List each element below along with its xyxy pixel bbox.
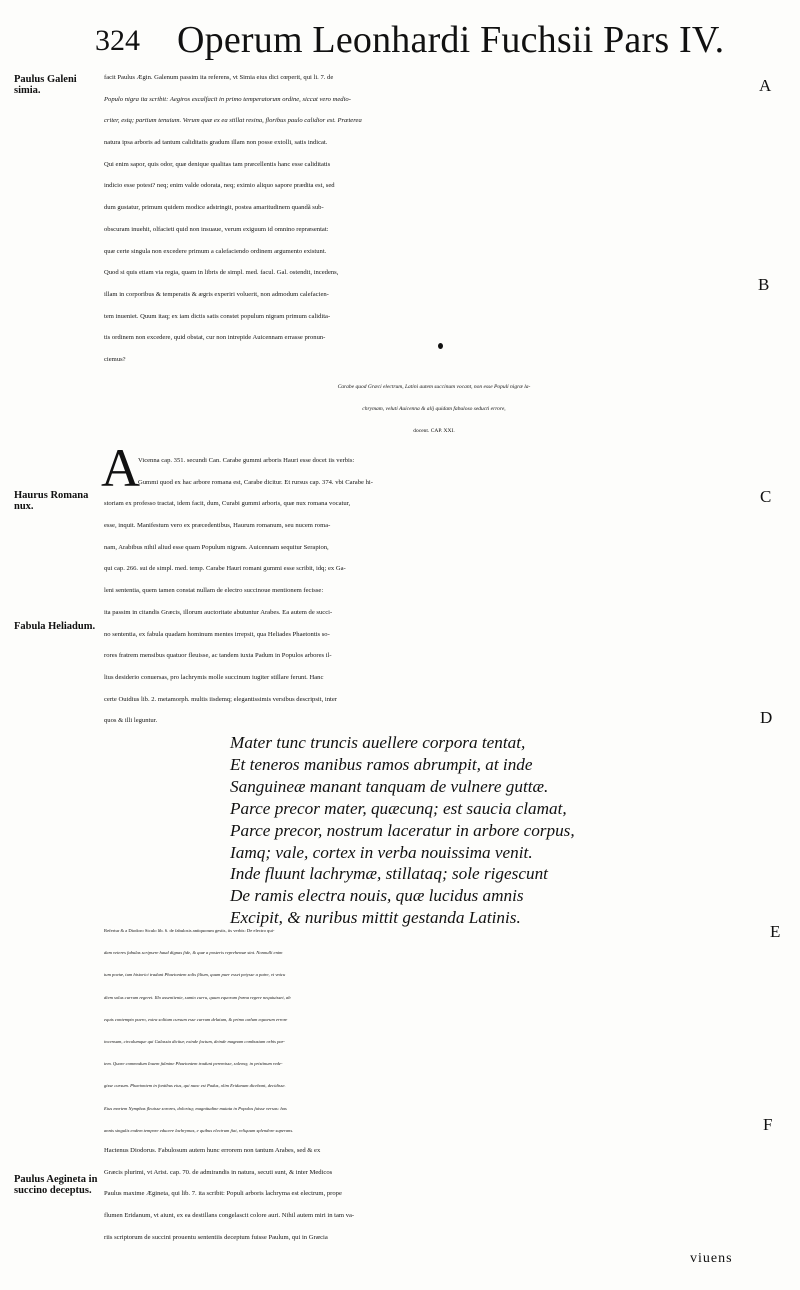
text-line: rores fratrem mensibus quatuor fleuisse, ac tandem iuxta Padum in Populos arbores il- bbox=[104, 652, 332, 660]
section-letter-f: F bbox=[763, 1115, 773, 1134]
text-line: Vicenna cap. 351. secundi Can. Carabe gummi arboris Hauri esse docet iis verbis: bbox=[138, 457, 355, 464]
page-number: 324 bbox=[95, 24, 140, 57]
text-line: tis ordinem non excedere, quid obstat, cur non intrepide Auicennam errasse pronun- bbox=[104, 334, 326, 342]
text-line: tum poetæ, tum historici tradunt Phaetontem solis filium, quum puer esset petysse a patre, vt vnicu bbox=[104, 972, 286, 978]
text-line: leni sententia, quem tamen constat nullam de electro succinoue mentionem fecisse: bbox=[104, 587, 324, 595]
text-line: Paulus maxime Ægineta, qui lib. 7. ita scribit: Populi arboris lachryma est electrum, prope bbox=[104, 1190, 342, 1198]
text-line: flumen Eridanum, vt aiunt, ex ea destillans congelascit colore auri. Nihil autem miri in tam va- bbox=[104, 1212, 355, 1220]
text-line: criter, estq; partium tenuium. Verum quæ ex ea stillat resina, floribus paulo calidior est. Præterea bbox=[104, 117, 362, 125]
text-line: diem solus currum regeret. Illo assentiente, sumto curru, quum equorum fræna regere nequiuisset, ab bbox=[104, 994, 291, 1000]
section-letter-b: B bbox=[758, 275, 770, 294]
paragraph-3-diodorus bbox=[104, 920, 769, 1142]
verse-line: Mater tunc truncis auellere corpora tentat, bbox=[230, 733, 526, 752]
text-line: ita passim in citandis Græcis, illorum auctoritate abutuntur Arabes. Ea autem de succi- bbox=[104, 608, 333, 616]
ovid-verse-quotation bbox=[230, 732, 575, 929]
section-letter-a: A bbox=[759, 76, 772, 95]
text-line: storiam ex professo tractat, idem facit, dum, Curabi gummi arboris, quæ nux romana vocatur, bbox=[104, 500, 351, 508]
section-letter-c: C bbox=[760, 487, 772, 506]
chapter-heading bbox=[104, 376, 764, 442]
text-line: illam in corporibus & temperatis & ægris experiri voluerit, non admodum calefacien- bbox=[104, 290, 329, 298]
margin-note-paulus-aegineta: Paulus Aegineta in succino deceptus. bbox=[14, 1174, 98, 1196]
ink-dot bbox=[438, 343, 443, 349]
text-line: obscuram inuehit, olfacieti quid non insuaue, verum exiguum id omnino repræsentat: bbox=[104, 225, 329, 233]
text-line: equis contempto puero, extra solitum cursum esse currum delatum, & primo cœlum equorum errore bbox=[104, 1016, 288, 1022]
heading-line: chrymam, veluti Auicenna & alij quidam fabuloso seducti errore, bbox=[362, 406, 506, 412]
text-line: riis scriptorum de succini prouentu sententiis deceptum fuisse Paulum, qui in Græcia bbox=[104, 1233, 328, 1241]
text-line: Eius mortem Nymphas fleuisse sorores, dolorisq; magnitudine mutata in Populos fuisse versas: has bbox=[104, 1105, 287, 1111]
heading-line: Carabe quod Græci electrum, Latini autem succinum vocant, non esse Populi nigræ la- bbox=[337, 384, 531, 390]
text-line: tem. Quare commodum Iouem fulmine Phaetontem tradunt peremisse, solemq; in pristinum rede- bbox=[104, 1061, 283, 1067]
verse-line: Excipit, & nuribus mittit gestanda Latinis. bbox=[230, 908, 521, 928]
text-line: Gummi quod ex hac arbore romana est, Carabe dicitur. Et rursus cap. 374. vbi Carabe hi- bbox=[138, 478, 373, 486]
text-line: natura ipsa arboris ad tantum caliditatis gradum illam non posse extolli, satis indicat. bbox=[104, 139, 328, 147]
verse-line: Inde fluunt lachrymæ, stillataq; sole rigescunt bbox=[230, 864, 548, 884]
verse-line: Parce precor, nostrum laceratur in arbore corpus, bbox=[230, 820, 575, 840]
text-line: certe Ouidius lib. 2. metamorph. multis iisdemq; elegantissimis versibus descripsit, inter bbox=[104, 695, 337, 703]
text-line: tem inueniet. Quum itaq; ex iam dictis satis constet populum nigram primum calidita- bbox=[104, 312, 331, 320]
section-letter-d: D bbox=[760, 708, 773, 727]
paragraph-4 bbox=[104, 1140, 764, 1248]
text-line: esse, inquit. Manifestum vero ex præcedentibus, Haurum romanum, seu nucem roma- bbox=[104, 522, 331, 530]
text-line: Qui enim sapor, quis odor, quæ denique qualitas tam præcellentis hanc esse caliditatis bbox=[104, 160, 331, 168]
text-line: gisse cursum. Phaetontem in fontibus eius, qui nunc est Padus, olim Eridanum dicebant, decidisse. bbox=[104, 1083, 286, 1089]
drop-cap: A bbox=[101, 438, 140, 498]
page-header bbox=[95, 18, 735, 64]
text-line: incensum, circulumque qui Galassia dicitur, exinde factum, deinde magnam combustam orbis par- bbox=[104, 1038, 285, 1044]
text-line: ciemus? bbox=[104, 355, 126, 363]
text-line: Populo nigra ita scribit: Aegiros excalfacit in primo temperatorum ordine, siccat vero medio- bbox=[104, 95, 351, 103]
catchword: viuens bbox=[690, 1251, 733, 1266]
text-line: quæ certe singula non excedere primum a calefaciendo ordinem argumento existunt. bbox=[104, 247, 327, 255]
text-line: annis singulis eodem tempore educere lachrymas, e quibus electrum fiat, reliquum splendore superans. bbox=[104, 1127, 294, 1133]
text-line: no sententia, ex fabula quadam hominum mentes irrepsit, qua Heliades Phaetontis so- bbox=[104, 630, 330, 638]
paragraph-1 bbox=[104, 67, 764, 371]
verse-line: Parce precor mater, quæcunq; est saucia clamat, bbox=[230, 798, 567, 818]
paragraph-2 bbox=[104, 450, 764, 732]
text-line: dam veteres fabulas scripsere haud dignas fide, & quæ a posteris reprehensæ sint. Nonnulli enim bbox=[104, 950, 283, 956]
text-line: Hactenus Diodorus. Fabulosum autem hunc errorem non tantum Arabes, sed & ex bbox=[104, 1147, 321, 1154]
heading-line: docent. CAP. XXI. bbox=[413, 428, 455, 434]
verse-line: Et teneros manibus ramos abrumpit, at inde bbox=[230, 754, 533, 774]
text-line: dum gustatur, primum quidem modice adstringit, postea amaritudinem quandã sub- bbox=[104, 204, 324, 212]
text-line: qui cap. 266. sui de simpl. med. temp. Carabe Hauri romani gummi esse scribit, idq; ex Ga- bbox=[104, 565, 346, 573]
text-line: nam, Arabibus nihil aliud esse quam Populum nigram. Auicennam sequitur Serapion, bbox=[104, 543, 329, 551]
text-line: lius desiderio conuersas, pro lachrymis molle succinum iugiter stillare ferunt. Hanc bbox=[104, 673, 324, 681]
margin-note-haurus: Haurus Romana nux. bbox=[14, 490, 89, 512]
text-line: Quod si quis etiam via regia, quam in libris de simpl. med. facul. Gal. ostendit, incedens, bbox=[104, 269, 339, 277]
text-line: Refertur & a Diodoro Siculo lib. 6. de fabulosis antiquorum gestis, iis verbis: De electro qui- bbox=[104, 928, 275, 933]
section-letter-e: E bbox=[770, 922, 781, 941]
verse-line: Iamq; vale, cortex in verba nouissima venit. bbox=[230, 842, 533, 862]
text-line: indicio esse potest? neq; enim valde odorata, neq; eximio aliquo sapore prædita est, sed bbox=[104, 182, 335, 190]
text-line: facit Paulus Ægin. Galenum passim ita referens, vt Simia eius dici cœperit, qui li. 7. de bbox=[104, 74, 334, 81]
verse-line: De ramis electra nouis, quæ lucidus amnis bbox=[230, 886, 524, 906]
running-title: Operum Leonhardi Fuchsii Pars IV. bbox=[177, 19, 725, 61]
verse-line: Sanguineæ manant tanquam de vulnere guttæ. bbox=[230, 776, 549, 796]
text-line: quos & illi leguntur. bbox=[104, 717, 158, 725]
text-line: Græcis plurimi, vt Arist. cap. 70. de admirandis in natura, secuti sunt, & inter Medicos bbox=[104, 1168, 333, 1176]
margin-note-heliadum: Fabula Heliadum. bbox=[14, 621, 96, 632]
margin-note-paulus-galeni: Paulus Galeni simia. bbox=[14, 74, 77, 96]
